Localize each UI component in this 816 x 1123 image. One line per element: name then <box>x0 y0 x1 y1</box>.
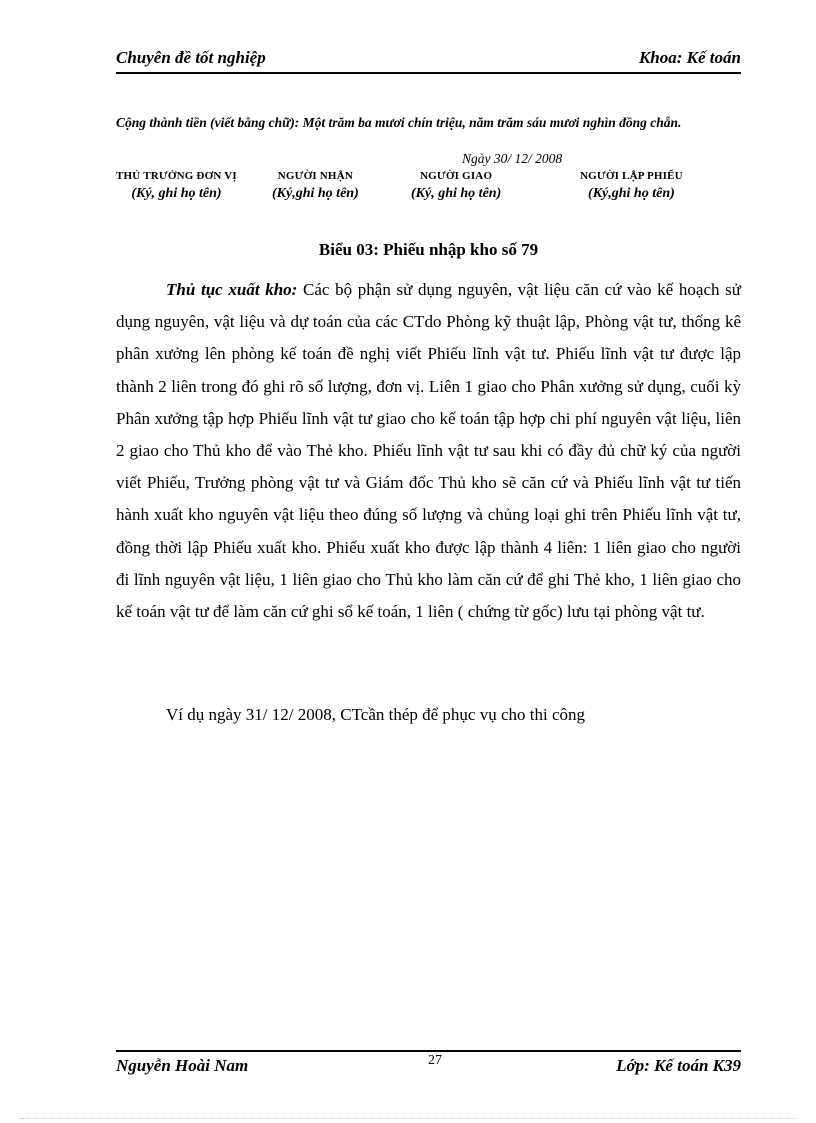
paragraph-lead: Thủ tục xuất kho: <box>166 280 298 299</box>
signature-date: Ngày 30/ 12/ 2008 <box>462 151 563 166</box>
signature-hint: (Ký, ghi họ tên) <box>411 186 502 201</box>
header-department: Khoa: Kế toán <box>638 48 741 67</box>
signature-role: NGƯỜI GIAO <box>420 170 493 182</box>
amount-in-words: Cộng thành tiền (viết bằng chữ): Một trăm ba mươi chín triệu, năm trăm sáu mươi nghìn đồng chẵn. <box>116 115 682 130</box>
page-bottom-divider <box>20 1118 796 1119</box>
signature-role: NGƯỜI LẬP PHIẾU <box>580 170 683 182</box>
footer-author: Nguyễn Hoài Nam <box>116 1056 249 1075</box>
body-paragraph <box>116 274 741 628</box>
page-header <box>116 46 741 70</box>
header-title: Chuyên đề tốt nghiệp <box>116 48 266 67</box>
signature-block-head <box>116 168 237 204</box>
signature-role: NGƯỜI NHẬN <box>277 170 353 182</box>
signature-hint: (Ký,ghi họ tên) <box>588 186 675 201</box>
footer-class: Lớp: Kế toán K39 <box>616 1056 741 1075</box>
signature-role: THỦ TRƯỞNG ĐƠN VỊ <box>116 170 237 182</box>
example-line: Ví dụ ngày 31/ 12/ 2008, CTcần thép để phục vụ cho thi công <box>166 705 586 724</box>
signature-block-deliverer <box>411 168 501 204</box>
page-number: 27 <box>428 1053 442 1068</box>
header-rule <box>116 72 741 74</box>
signature-block-receiver <box>272 168 359 204</box>
signature-block-preparer <box>580 168 683 204</box>
signature-hint: (Ký, ghi họ tên) <box>131 186 222 201</box>
signature-hint: (Ký,ghi họ tên) <box>272 186 359 201</box>
figure-caption: Biểu 03: Phiếu nhập kho số 79 <box>318 240 539 259</box>
paragraph-text: Các bộ phận sử dụng nguyên, vật liệu căn cứ vào kế hoạch sử dụng nguyên, vật liệu và dự toán của các CTdo Phòng kỹ thuật lập, Phòng vật tư, thống kê phân xưởng lên phòng kế toán đề nghị viết Phiếu lĩnh vật tư. Phiếu lĩnh vật tư được lập thành 2 liên trong đó ghi rõ số lượng, đơn vị. Liên 1 giao cho Phân xưởng sử dụng, cuối kỳ Phân xưởng tập hợp Phiếu lĩnh vật tư giao cho kế toán tập hợp chi phí nguyên vật liệu, liên 2 giao cho Thủ kho để vào Thẻ kho. Phiếu lĩnh vật tư sau khi có đầy đủ chữ ký của người viết Phiếu, Trưởng phòng vật tư và Giám đốc Thủ kho sẽ căn cứ và Phiếu lĩnh vật tư tiến hành xuất kho nguyên vật liệu theo đúng số lượng và chủng loại ghi trên Phiếu lĩnh vật tư, đồng thời lập Phiếu xuất kho. Phiếu xuất kho được lập thành 4 liên: 1 liên giao cho người đi lĩnh nguyên vật liệu, 1 liên giao cho Thủ kho làm căn cứ để ghi Thẻ kho, 1 liên giao cho kế toán vật tư để làm căn cứ ghi sổ kế toán, 1 liên ( chứng từ gốc) lưu tại phòng vật tư. <box>116 280 741 622</box>
